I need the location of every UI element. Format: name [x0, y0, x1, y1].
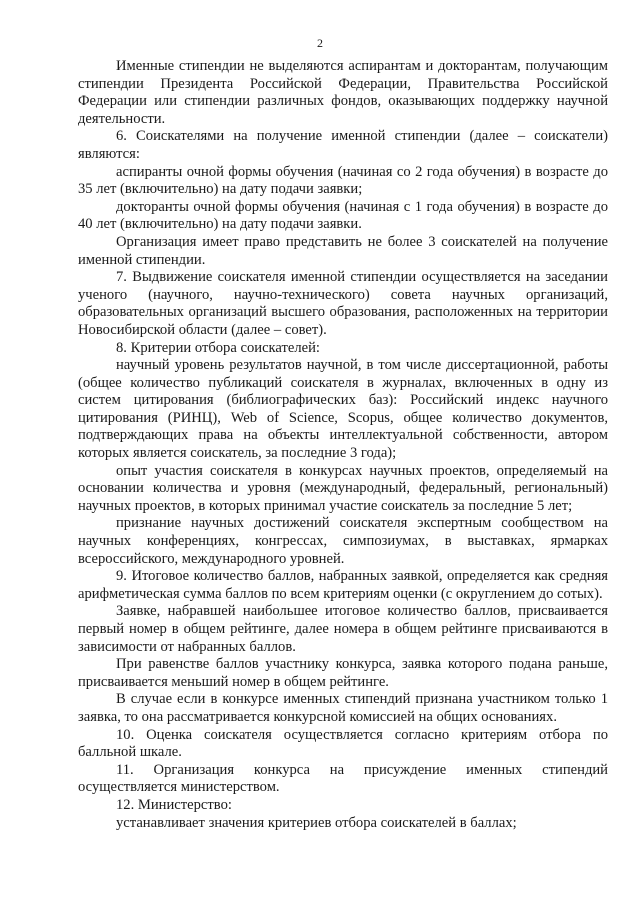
paragraph-item-6-applicants: 6. Соискателями на получение именной стипендии (далее – соискатели) являются:: [78, 128, 608, 162]
paragraph-item-11-organization: 11. Организация конкурса на присуждение именных стипендий осуществляется министерством.: [78, 761, 608, 796]
paragraph-criterion-recognition: признание научных достижений соискателя экспертным сообществом на научных конференциях, конгрессах, симпозиумах, в выставках, ярмарках всероссийского, международного уровней.: [78, 515, 608, 567]
paragraph-single-application: В случае если в конкурсе именных стипендий признана участником только 1 заявка, то она рассматривается конкурсной комиссией на общих основаниях.: [78, 691, 608, 725]
paragraph-doctoral-applicants: докторанты очной формы обучения (начиная с 1 года обучения) в возрасте до 40 лет (включительно) на дату подачи заявки.: [78, 198, 608, 233]
paragraph-criterion-scientific-level: научный уровень результатов научной, в том числе диссертационной, работы (общее количество публикаций соискателя в журналах, включенных в одну из систем цитирования (библиографических баз): Российский индекс научного цитирования (РИНЦ), Web of Science, Scopus, общее количество документов, подтверждающих права на объекты интеллектуальной собственности, автором которых является соискатель, за последние 3 года);: [78, 357, 608, 462]
paragraph-organization-limit: Организация имеет право представить не более 3 соискателей на получение именной стипендии.: [78, 233, 608, 268]
paragraph-scholarship-exclusion: Именные стипендии не выделяются аспирантам и докторантам, получающим стипендии Президента Российской Федерации, Правительства Российской Федерации или стипендии различных фондов, оказывающих поддержку научной деятельности.: [78, 58, 608, 127]
paragraph-item-8-criteria: 8. Критерии отбора соискателей:: [116, 339, 320, 356]
paragraph-item-12-ministry: 12. Министерство:: [116, 796, 232, 813]
paragraph-postgraduate-applicants: аспиранты очной формы обучения (начиная со 2 года обучения) в возрасте до 35 лет (включительно) на дату подачи заявки;: [78, 163, 608, 198]
document-body: [78, 58, 608, 832]
paragraph-ranking-first: Заявке, набравшей наибольшее итоговое количество баллов, присваивается первый номер в общем рейтинге, далее номера в общем рейтинге присваиваются в зависимости от набранных баллов.: [78, 603, 608, 655]
paragraph-item-7-nomination: 7. Выдвижение соискателя именной стипендии осуществляется на заседании ученого (научного, научно-технического) совета научных организаций, образовательных организаций высшего образования, расположенных на территории Новосибирской области (далее – совет).: [78, 269, 608, 338]
paragraph-ranking-tie: При равенстве баллов участнику конкурса, заявка которого подана раньше, присваивается меньший номер в общем рейтинге.: [78, 656, 608, 690]
paragraph-item-9-score: 9. Итоговое количество баллов, набранных заявкой, определяется как средняя арифметическая сумма баллов по всем критериям оценки (с округлением до сотых).: [78, 568, 608, 602]
paragraph-criterion-project-experience: опыт участия соискателя в конкурсах научных проектов, определяемый на основании количества и уровня (международный, федеральный, региональный) научных проектов, в которых принимал участие соискатель за последние 5 лет;: [78, 462, 608, 514]
paragraph-item-10-evaluation: 10. Оценка соискателя осуществляется согласно критериям отбора по балльной шкале.: [78, 726, 608, 761]
paragraph-ministry-sets-criteria: устанавливает значения критериев отбора соискателей в баллах;: [116, 814, 517, 831]
page-number: 2: [317, 36, 323, 50]
